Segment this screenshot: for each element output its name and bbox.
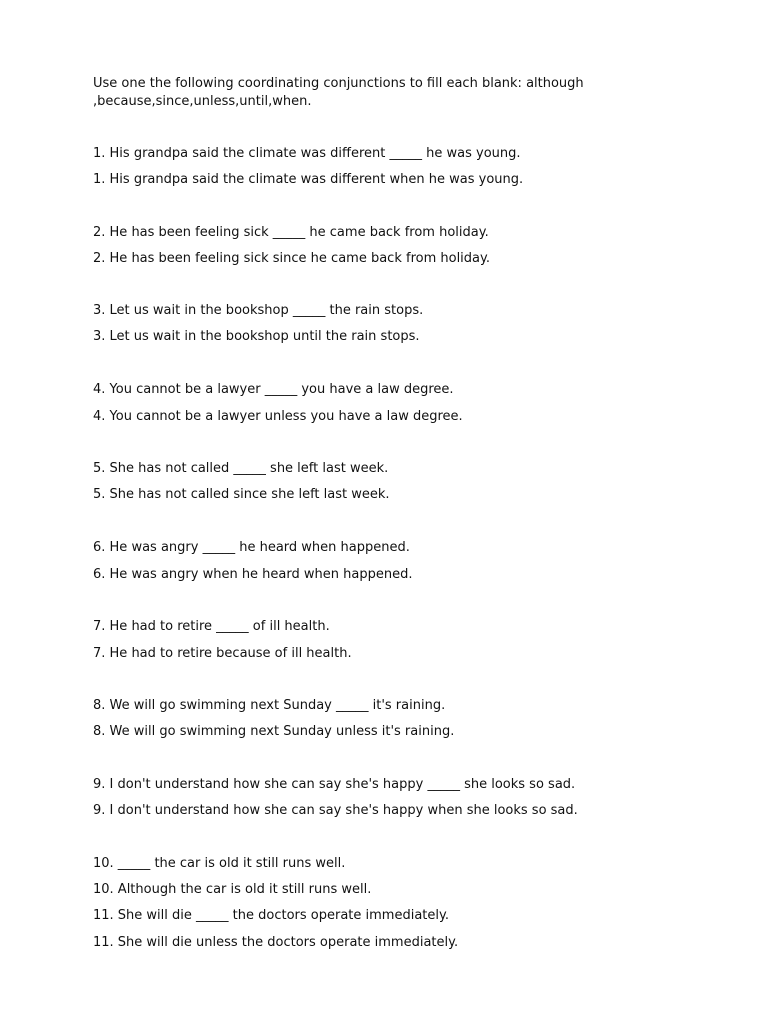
- exercise-10-answer: 10. Although the car is old it still runs well.: [93, 882, 372, 897]
- exercise-7-answer: 7. He had to retire because of ill health.: [93, 646, 352, 661]
- exercise-2-question: 2. He has been feeling sick _____ he came back from holiday.: [93, 225, 489, 240]
- exercise-6-answer: 6. He was angry when he heard when happened.: [93, 567, 413, 582]
- exercise-3-answer: 3. Let us wait in the bookshop until the rain stops.: [93, 329, 420, 344]
- instructions-text: Use one the following coordinating conjunctions to fill each blank: although ,because,since,unless,until,when.: [93, 76, 584, 109]
- exercise-4-question: 4. You cannot be a lawyer _____ you have a law degree.: [93, 382, 454, 397]
- exercise-6-question: 6. He was angry _____ he heard when happened.: [93, 540, 410, 555]
- exercise-8-question: 8. We will go swimming next Sunday _____ it's raining.: [93, 698, 446, 713]
- exercise-1-question: 1. His grandpa said the climate was different _____ he was young.: [93, 146, 521, 161]
- exercise-9-answer: 9. I don't understand how she can say she's happy when she looks so sad.: [93, 803, 578, 818]
- exercise-5-answer: 5. She has not called since she left last week.: [93, 487, 390, 502]
- exercise-2-answer: 2. He has been feeling sick since he came back from holiday.: [93, 251, 490, 266]
- exercise-1-answer: 1. His grandpa said the climate was different when he was young.: [93, 172, 524, 187]
- exercise-7-question: 7. He had to retire _____ of ill health.: [93, 619, 330, 634]
- exercise-10-question: 10. _____ the car is old it still runs well.: [93, 856, 346, 871]
- exercise-4-answer: 4. You cannot be a lawyer unless you have a law degree.: [93, 409, 463, 424]
- exercise-5-question: 5. She has not called _____ she left last week.: [93, 461, 389, 476]
- exercise-11-question: 11. She will die _____ the doctors operate immediately.: [93, 908, 449, 923]
- exercise-9-question: 9. I don't understand how she can say she's happy _____ she looks so sad.: [93, 777, 576, 792]
- exercise-3-question: 3. Let us wait in the bookshop _____ the rain stops.: [93, 303, 424, 318]
- exercise-8-answer: 8. We will go swimming next Sunday unless it's raining.: [93, 724, 455, 739]
- exercise-11-answer: 11. She will die unless the doctors operate immediately.: [93, 935, 459, 950]
